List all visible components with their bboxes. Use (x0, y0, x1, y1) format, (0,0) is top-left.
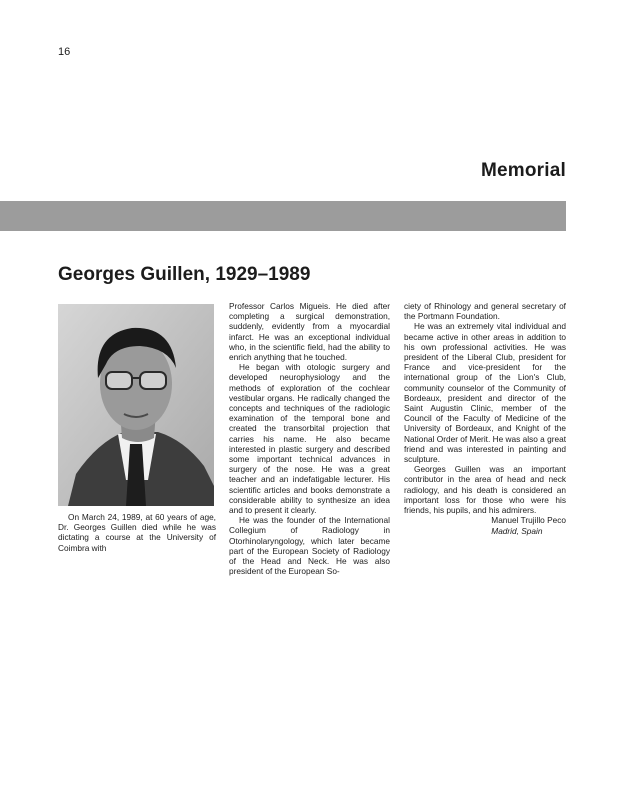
header-band (0, 201, 566, 231)
article-title: Georges Guillen, 1929–1989 (58, 264, 311, 285)
paragraph: ciety of Rhinology and general secretary of the Portmann Foundation. (404, 301, 566, 322)
paragraph: Georges Guillen was an important contributor in the area of head and neck radiology, and his death is considered an important loss for those who were his friends, his pupils, and his admirers. (404, 464, 566, 516)
paragraph: He was an extremely vital individual and became active in other areas in addition to his own professional activities. He was president of the Liberal Club, president for France and vice-president for the international group of the Lion's Club, community counselor of the Community of Bordeaux, president and director of the Saint Augustin Clinic, member of the Council of the Faculty of Medicine of the University of Bordeaux, and Knight of the National Order of Merit. He was also a great friend and was interested in painting and sculpture. (404, 321, 566, 465)
portrait-image (58, 304, 214, 506)
signature (491, 515, 566, 536)
column-3 (404, 301, 566, 515)
paragraph: On March 24, 1989, at 60 years of age, Dr. Georges Guillen died while he was dictating a course at the University of Coimbra with (58, 512, 216, 553)
paragraph: He was the founder of the International Collegium of Radiology in Otorhinolaryngology, which later became part of the European Society of Radiology of the Head and Neck. He was also president of the European So- (229, 515, 390, 577)
page-number: 16 (58, 46, 71, 58)
author-name: Manuel Trujillo Peco (491, 515, 566, 525)
portrait-photo (58, 304, 214, 506)
paragraph: He began with otologic surgery and developed neurophysiology and the methods of exploration of the cochlear vestibular organs. He radically changed the concepts and techniques of the radiologic examination of the temporal bone and created the transorbital projection that carries his name. He also became interested in plastic surgery and described some important technical advances in surgery of the nose. He was a great teacher and an indefatigable lecturer. His scientific articles and books demonstrate a considerable ability to synthesize an idea and to present it clearly. (229, 362, 390, 516)
column-2 (229, 301, 390, 576)
author-affiliation: Madrid, Spain (491, 525, 543, 536)
section-title: Memorial (480, 160, 566, 181)
paragraph: Professor Carlos Migueis. He died after completing a surgical demonstration, suddenly, evidently from a myocardial infarct. He was an exceptional individual who, in the scientific field, had the ability to enrich anything that he touched. (229, 301, 390, 363)
column-1 (58, 512, 216, 553)
